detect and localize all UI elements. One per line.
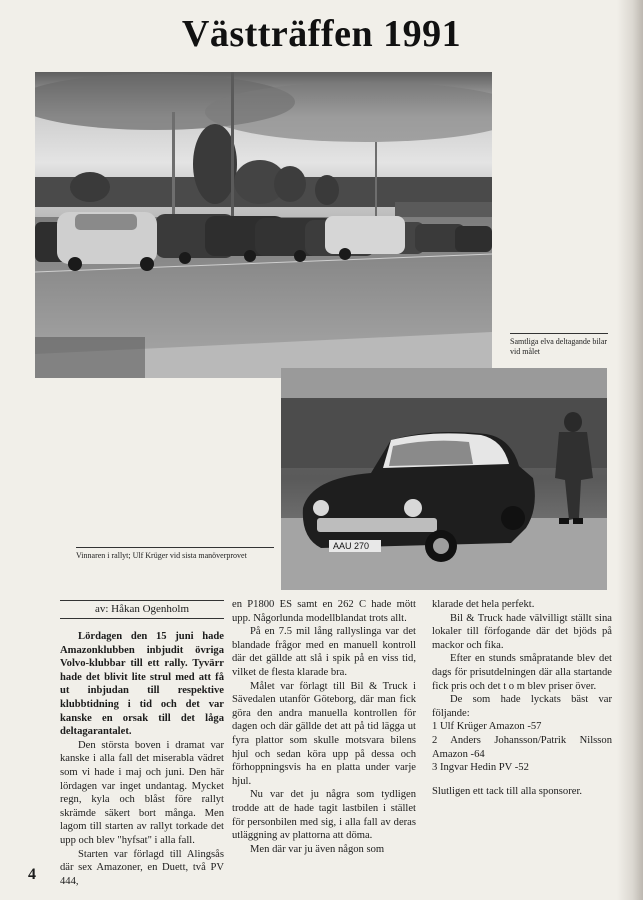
paragraph: klarade det hela perfekt. [432, 599, 535, 610]
closing-paragraph: Slutligen ett tack till alla sponsorer. [432, 785, 583, 797]
result-item: 1 Ulf Krüger Amazon -57 [432, 721, 542, 733]
paragraph: Bil & Truck hade välvilligt ställt sina lokaler till förfogande där det bjöds på mackor och fika. [432, 612, 612, 651]
intro-paragraph: Lördagen den 15 juni hade Amazonklubben inbjudit övriga Volvo-klubbar till ett rally. Tyvärr hade det blivit lite strul med att få ut inbjudan till respektive klubbtidning i tid och det var kanske en orsak till det låga deltagarantalet. [60, 631, 224, 738]
page-edge-shadow [617, 0, 643, 900]
parking-photo-caption [510, 333, 608, 357]
caption-rule [76, 547, 274, 548]
caption-rule [510, 333, 608, 334]
winner-car-illustration [281, 368, 607, 590]
byline-block [60, 600, 224, 619]
winner-caption-text: Vinnaren i rallyt; Ulf Krüger vid sista manöverprovet [76, 551, 247, 560]
parking-caption-text: Samtliga elva deltagande bilar vid målet [510, 337, 608, 356]
paragraph: Den största boven i dramat var kanske i alla fall det miserabla vädret som vi hade i maj och juni. Den här lördagen var inget undantag. Mycket regn, kyla och blåst före rallyt skrämde säkert bort många. Men lagom till starten av rallyt torkade det upp och blev "hyfsat" i alla fall. [60, 739, 224, 846]
paragraph: en P1800 ES samt en 262 C hade mött upp. Någorlunda modellblandat trots allt. [232, 599, 416, 624]
parking-lot-photo [35, 72, 492, 378]
article-column-2 [232, 598, 416, 856]
license-plate-text: AAU 270 [333, 541, 370, 551]
article-column-3 [432, 598, 612, 798]
parking-lot-illustration [35, 72, 492, 378]
article-title: Västträffen 1991 [181, 13, 462, 55]
winner-photo-caption [76, 547, 274, 561]
paragraph: De som hade lyckats bäst var följande: [432, 694, 612, 719]
paragraph: På en 7.5 mil lång rallyslinga var det blandade frågor med en manuell kontroll där det gällde att slå i spik på en viss tid, vilket de flesta klarade bra. [232, 626, 416, 678]
page-number: 4 [28, 866, 36, 883]
paragraph: Målet var förlagt till Bil & Truck i Sävedalen utanför Göteborg, där man fick göra den andra manuella kontrollen för dagen och där gällde det att på tid lägga ut fyra plattor som skulle motsvara bilens hjul och sedan köra upp på dessa och förhoppningsvis ha en platta under varje hjul. [232, 680, 416, 787]
paragraph: Nu var det ju några som tydligen trodde att de hade tagit lastbilen i stället för personbilen med sig, i alla fall av deras utläggning av plattorna att döma. [232, 789, 416, 842]
winner-photo [281, 368, 607, 590]
paragraph: Efter en stunds småpratande blev det dags för prisutdelningen där alla startande fick pris och det t o m blev priser över. [432, 653, 612, 692]
byline-rule-bottom [60, 618, 224, 619]
result-item: 3 Ingvar Hedin PV -52 [432, 762, 529, 774]
byline: av: Håkan Ogenholm [94, 603, 190, 615]
article-column-1 [60, 630, 224, 888]
result-item: 2 Anders Johansson/Patrik Nilsson Amazon -64 [432, 734, 612, 760]
paragraph: Starten var förlagd till Alingsås där sex Amazoner, en Duett, två PV 444, [60, 848, 224, 887]
paragraph: Men där var ju även någon som [250, 843, 385, 855]
